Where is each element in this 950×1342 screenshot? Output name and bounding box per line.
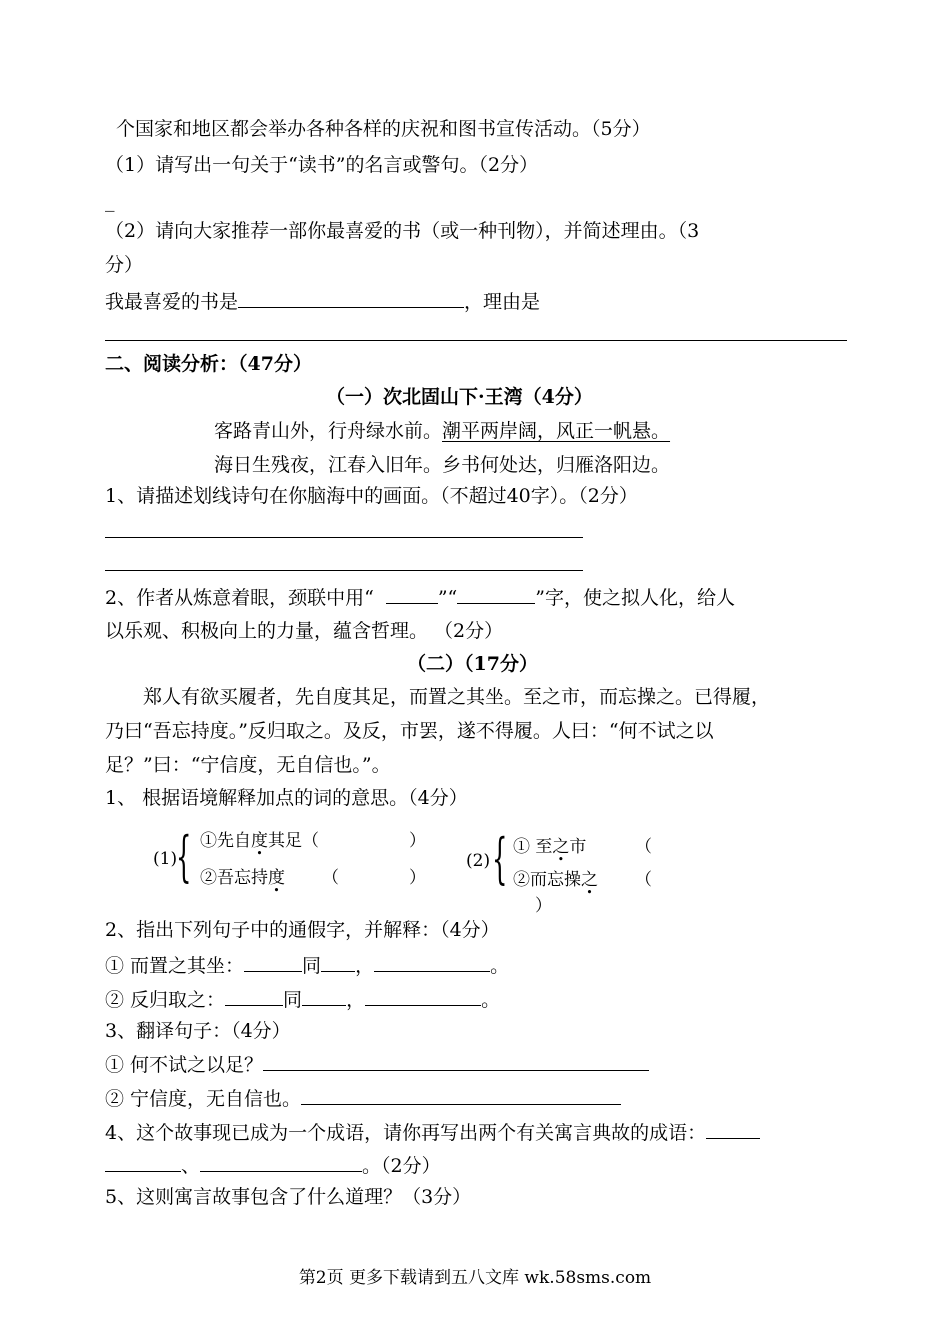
- tongjiazi-2: ② 反归取之： 同 ， 。: [105, 985, 500, 1013]
- poem-q2-part-a: 2、作者从炼意着眼，颈联中用“: [105, 587, 374, 609]
- group-2-item-a: ① 至之市: [513, 837, 587, 857]
- translate-blank-2[interactable]: [301, 1084, 621, 1105]
- blank[interactable]: [244, 951, 302, 972]
- translate-2: ② 宁信度，无自信也。: [105, 1084, 621, 1112]
- favorite-book-blank[interactable]: [238, 287, 464, 308]
- group-2-item-b-close: ）: [535, 896, 552, 916]
- blank[interactable]: [374, 951, 490, 972]
- blank[interactable]: [321, 951, 355, 972]
- dotted-char: 度: [251, 831, 268, 851]
- group-1-item-b-paren: （: [322, 868, 339, 888]
- poem-question-2-cont: 以乐观、积极向上的力量，蕴含哲理。 （2分）: [105, 620, 504, 642]
- translate-blank-1[interactable]: [263, 1050, 649, 1071]
- group-2-item-b: ②而忘操之: [513, 870, 598, 890]
- dotted-char: 之: [552, 837, 570, 857]
- question-1-2: （2）请向大家推荐一部你最喜爱的书（或一种刊物），并简述理由。（3: [105, 220, 700, 242]
- group-1-brace: {: [176, 825, 192, 888]
- idiom-blank-1b[interactable]: [105, 1151, 181, 1172]
- poem-question-2: [105, 583, 735, 611]
- prose-text-1: 郑人有欲买履者，先自度其足，而置之其坐。至之市，而忘操之。已得履，: [143, 686, 771, 708]
- translate-1: ① 何不试之以足？: [105, 1050, 649, 1078]
- dotted-char: 度: [268, 868, 285, 888]
- prose-question-5: 5、这则寓言故事包含了什么道理？（3分）: [105, 1186, 472, 1208]
- poem-line-1-plain: 客路青山外，行舟绿水前。: [214, 420, 443, 442]
- group-1-number: (1): [153, 849, 178, 869]
- favorite-book-label: 我最喜爱的书是: [105, 291, 239, 313]
- group-1-item-a-close: ）: [409, 831, 426, 851]
- poem-q2-part-b: ”“: [437, 587, 458, 609]
- reason-label: ，理由是: [464, 291, 541, 313]
- page-footer: 第2页 更多下载请到五八文库 wk.58sms.com: [298, 1268, 652, 1288]
- answer-line-a[interactable]: [105, 537, 583, 538]
- group-2-item-a-paren: （: [635, 837, 652, 857]
- prose-question-3: 3、翻译句子：（4分）: [105, 1020, 291, 1042]
- poem-line-1: [214, 418, 670, 444]
- dotted-char: 之: [581, 870, 598, 890]
- prose-question-4: 4、这个故事现已成为一个成语，请你再写出两个有关寓言典故的成语：: [105, 1118, 760, 1146]
- poem-question-1: 1、请描述划线诗句在你脑海中的画面。（不超过40字）。（2分）: [105, 485, 638, 507]
- poem-line-1-underlined: 潮平两岸阔，风正一帆悬。: [442, 420, 671, 442]
- idiom-blank-2[interactable]: [200, 1151, 362, 1172]
- poem-q2-blank-1[interactable]: [386, 583, 438, 604]
- section-heading: 二、阅读分析：（47分）: [105, 353, 312, 375]
- question-1-2-cont: 分）: [105, 254, 144, 276]
- answer-blank-1-1[interactable]: _: [105, 190, 115, 212]
- prose-question-2: 2、指出下列句子中的通假字，并解释：（4分）: [105, 919, 500, 941]
- idiom-blank-1a[interactable]: [706, 1118, 760, 1139]
- group-2-item-b-paren: （: [635, 870, 652, 890]
- poem-q2-blank-2[interactable]: [457, 583, 535, 604]
- tongjiazi-1: ① 而置之其坐： 同 ， 。: [105, 951, 509, 979]
- group-1-item-b: ②吾忘持度: [200, 868, 285, 888]
- prose-text-3: 足？”曰：“宁信度，无自信也。”。: [105, 754, 391, 776]
- blank[interactable]: [302, 985, 346, 1006]
- intro-line: 个国家和地区都会举办各种各样的庆祝和图书宣传活动。（5分）: [116, 118, 651, 140]
- prose-text-2: 乃曰“吾忘持度。”反归取之。及反，市罢，遂不得履。人曰：“何不试之以: [105, 720, 714, 742]
- prose-question-4-cont: 、 。（2分）: [105, 1151, 441, 1179]
- group-2-brace: {: [492, 827, 508, 890]
- poem-line-2: 海日生残夜，江春入旧年。乡书何处达，归雁洛阳边。: [214, 454, 671, 476]
- group-1-item-a: ①先自度其足（: [200, 831, 319, 851]
- group-1-item-b-close: ）: [409, 868, 426, 888]
- group-2-number: (2): [466, 851, 491, 871]
- blank[interactable]: [365, 985, 481, 1006]
- poem-title: （一）次北固山下·王湾（4分）: [326, 386, 593, 408]
- prose-title: （二）（17分）: [407, 653, 538, 675]
- prose-question-1: 1、 根据语境解释加点的词的意思。（4分）: [105, 787, 468, 809]
- answer-line-b[interactable]: [105, 570, 583, 571]
- reason-answer-line[interactable]: [105, 340, 847, 341]
- question-1-1: （1）请写出一句关于“读书”的名言或警句。（2分）: [105, 154, 539, 176]
- blank[interactable]: [225, 985, 283, 1006]
- poem-q2-part-c: ”字，使之拟人化，给人: [535, 587, 735, 609]
- favorite-book-line: [105, 287, 540, 315]
